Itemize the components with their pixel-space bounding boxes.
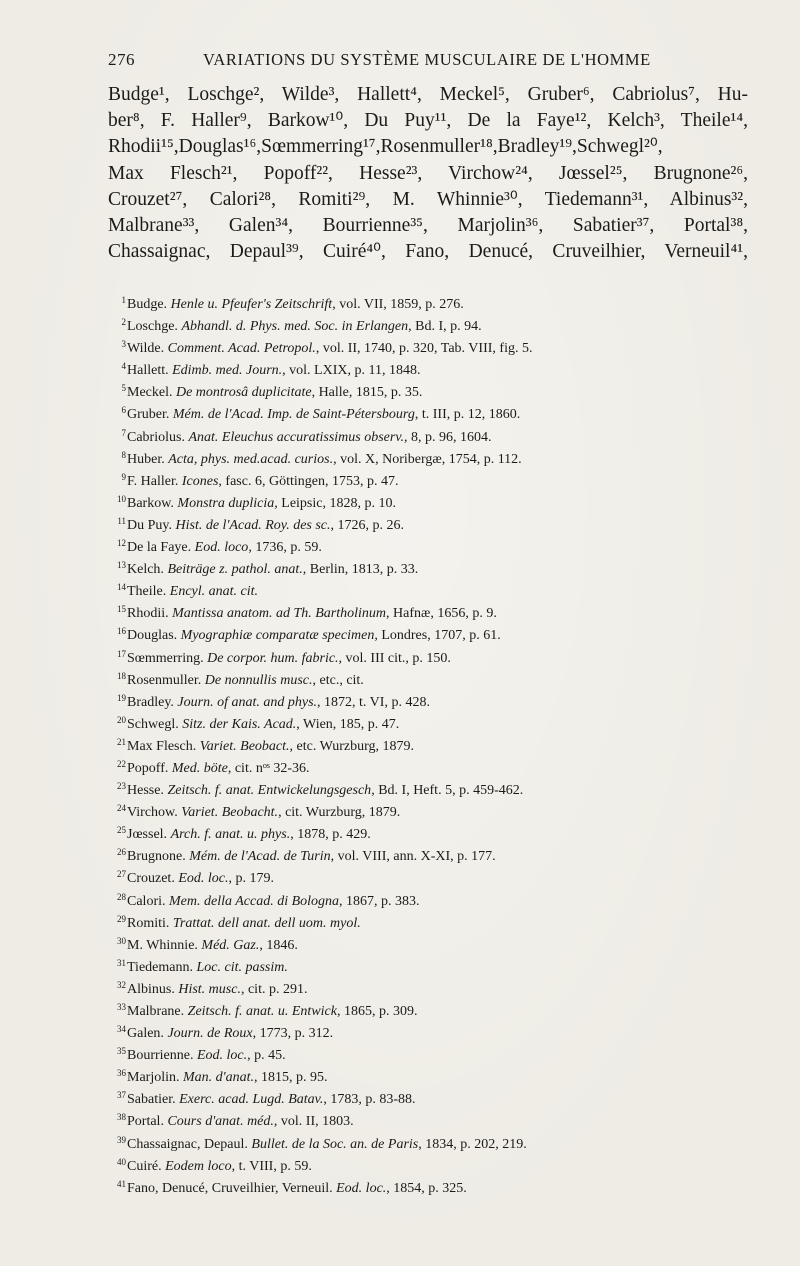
footnote-number: 21: [117, 736, 126, 747]
footnote-source-title: Mantissa anatom. ad Th. Bartholinum: [172, 606, 387, 621]
footnote-source-title: Monstra duplicia: [177, 495, 275, 510]
footnote-number: 16: [117, 626, 126, 637]
footnote-source-title: Zeitsch. f. anat. Entwickelungsgesch: [167, 783, 372, 798]
footnote-number: 24: [117, 803, 126, 814]
footnote-citation-details: , vol. VII, 1859, p. 276.: [332, 297, 464, 312]
footnote-number: 29: [117, 913, 126, 924]
running-title: VARIATIONS DU SYSTÈME MUSCULAIRE DE L'HOMME: [203, 50, 651, 69]
footnote-source-title: Bullet. de la Soc. an. de Paris: [251, 1136, 419, 1151]
footnote-author: Virchow.: [127, 805, 178, 820]
text-line: Chassaignac, Depaul³⁹, Cuiré⁴⁰, Fano, Denucé, Cruveilhier, Verneuil⁴¹,: [108, 241, 748, 263]
footnote-citation-details: , 1815, p. 95.: [254, 1070, 328, 1085]
footnote-author: Gruber.: [127, 407, 170, 422]
footnote-author: Albinus.: [127, 981, 175, 996]
footnote-source-title: Eod. loc.: [196, 1048, 248, 1063]
footnote-number: 7: [121, 427, 126, 438]
footnote-source-title: Acta, phys. med.acad. curios.: [168, 451, 334, 466]
footnote-number: 9: [121, 471, 126, 482]
footnote-source-title: Myographiæ comparatæ specimen: [180, 628, 375, 643]
footnote-source-title: Arch. f. anat. u. phys.: [170, 827, 291, 842]
footnote: [110, 311, 750, 333]
footnote: [110, 819, 750, 841]
footnote-source-title: Man. d'anat.: [183, 1070, 255, 1085]
footnote-citation-details: , vol. II, 1740, p. 320, Tab. VIII, fig. 5.: [315, 341, 533, 356]
footnote-number: 11: [117, 515, 126, 526]
footnote-citation-details: , t. VIII, p. 59.: [231, 1158, 312, 1173]
footnote-citation-details: , vol. LXIX, p. 11, 1848.: [282, 363, 421, 378]
footnote-number: 25: [117, 825, 126, 836]
footnote: [110, 863, 750, 885]
footnote-citation-details: , cit. Wurzburg, 1879.: [278, 805, 401, 820]
footnote: [110, 709, 750, 731]
footnote-number: 15: [117, 604, 126, 615]
footnote: [110, 598, 750, 620]
footnote: [110, 908, 750, 930]
text-line: Budge¹, Loschge², Wilde³, Hallett⁴, Meckel⁵, Gruber⁶, Cabriolus⁷, Hu-: [108, 84, 748, 105]
footnote-number: 5: [121, 383, 126, 394]
footnote-source-title: Variet. Beobact.: [199, 738, 290, 753]
footnote-source-title: Henle u. Pfeufer's Zeitschrift: [170, 297, 333, 312]
footnote-author: Fano, Denucé, Cruveilhier, Verneuil.: [127, 1180, 333, 1195]
footnote: [110, 576, 750, 598]
footnote-source-title: De montrosâ duplicitate: [175, 385, 312, 400]
footnote-source-title: Zeitsch. f. anat. u. Entwick: [187, 1004, 337, 1019]
footnote-author: Chassaignac, Depaul.: [127, 1136, 248, 1151]
footnote-number: 31: [117, 957, 126, 968]
footnote-number: 23: [117, 781, 126, 792]
footnote-author: Sœmmerring.: [127, 650, 204, 665]
footnote: [110, 731, 750, 753]
footnote-citation-details: , fasc. 6, Göttingen, 1753, p. 47.: [218, 473, 399, 488]
footnote-number: 8: [121, 449, 126, 460]
footnotes: [110, 289, 750, 1195]
footnote-source-title: Mém. de l'Acad. Imp. de Saint-Pétersbourg: [172, 407, 415, 422]
footnote-citation-details: , 1846.: [259, 937, 298, 952]
footnote-author: M. Whinnie.: [127, 937, 198, 952]
footnote-citation-details: , vol. VIII, ann. X-XI, p. 177.: [330, 849, 496, 864]
page-header: [108, 48, 748, 70]
footnote-number: 10: [117, 493, 126, 504]
footnote-citation-details: , t. III, p. 12, 1860.: [414, 407, 521, 422]
footnote-citation-details: , Bd. I, p. 94.: [408, 319, 482, 334]
footnote-citation-details: , 1854, p. 325.: [386, 1180, 467, 1195]
footnote-author: Huber.: [127, 451, 165, 466]
footnote: [110, 1062, 750, 1084]
footnote-author: Brugnone.: [127, 849, 186, 864]
footnote-author: Calori.: [127, 893, 166, 908]
text-line: Malbrane³³, Galen³⁴, Bourrienne³⁵, Marjolin³⁶, Sabatier³⁷, Portal³⁸,: [108, 214, 748, 236]
footnote-author: Portal.: [127, 1114, 164, 1129]
author-list-paragraph: [108, 82, 748, 265]
footnote-citation-details: , vol. X, Noribergæ, 1754, p. 112.: [333, 451, 522, 466]
footnote-number: 13: [117, 560, 126, 571]
footnote: [110, 554, 750, 576]
footnote: [110, 1084, 750, 1106]
footnote-source-title: Cours d'anat. méd.: [167, 1114, 274, 1129]
text-line: Rhodii¹⁵,Douglas¹⁶,Sœmmerring¹⁷,Rosenmuller¹⁸,Bradley¹⁹,Schwegl²⁰,: [108, 136, 663, 158]
footnote-author: Max Flesch.: [127, 738, 197, 753]
footnote-citation-details: , 1834, p. 202, 219.: [418, 1136, 527, 1151]
footnote: [110, 687, 750, 709]
footnote-source-title: Edimb. med. Journ.: [172, 363, 283, 378]
footnote-source-title: Eodem loco: [165, 1158, 232, 1173]
footnote-citation-details: , 1872, t. VI, p. 428.: [317, 694, 430, 709]
footnote-citation-details: , Bd. I, Heft. 5, p. 459-462.: [371, 783, 524, 798]
footnote-author: Romiti.: [127, 915, 170, 930]
footnote: [110, 974, 750, 996]
footnote: [110, 996, 750, 1018]
footnote-number: 1: [121, 295, 126, 305]
text-line: Crouzet²⁷, Calori²⁸, Romiti²⁹, M. Whinnie³⁰, Tiedemann³¹, Albinus³²,: [108, 188, 748, 210]
footnote-source-title: Mem. della Accad. di Bologna: [169, 893, 340, 908]
footnote-citation-details: , cit. nᵒˢ 32-36.: [227, 760, 310, 776]
footnote-source-title: Journ. de Roux: [167, 1026, 253, 1041]
footnote-source-title: Méd. Gaz.: [201, 937, 260, 952]
footnote-citation-details: , Londres, 1707, p. 61.: [374, 628, 501, 643]
text-line: Max Flesch²¹, Popoff²², Hesse²³, Virchow²⁴, Jœssel²⁵, Brugnone²⁶,: [108, 162, 748, 184]
footnote-source-title: Sitz. der Kais. Acad.: [182, 716, 297, 731]
footnote-citation-details: , Berlin, 1813, p. 33.: [302, 562, 419, 577]
footnote-number: 39: [117, 1134, 126, 1145]
footnote: [110, 841, 750, 863]
footnote-author: Cuiré.: [127, 1158, 162, 1173]
footnote-citation-details: , Leipsic, 1828, p. 10.: [274, 495, 396, 510]
footnote-number: 4: [121, 361, 126, 372]
footnote-citation-details: , etc., cit.: [312, 672, 364, 687]
footnote-citation-details: , 8, p. 96, 1604.: [404, 429, 492, 444]
footnote-number: 2: [121, 317, 126, 328]
footnote-source-title: Journ. of anat. and phys.: [177, 694, 318, 709]
footnote: [110, 775, 750, 797]
footnote-author: Loschge.: [127, 319, 178, 334]
footnote: [110, 1151, 750, 1173]
footnote-citation-details: , Hafnæ, 1656, p. 9.: [386, 606, 497, 621]
footnote-number: 6: [121, 405, 126, 416]
footnote-citation-details: , vol. III cit., p. 150.: [338, 650, 451, 665]
footnote-source-title: De nonnullis musc.: [204, 672, 313, 687]
footnote-source-title: Hist. musc.: [178, 981, 241, 996]
footnote-citation-details: , vol. II, 1803.: [273, 1114, 354, 1129]
footnote-source-title: Abhandl. d. Phys. med. Soc. in Erlangen: [181, 319, 409, 334]
footnote-source-title: Mém. de l'Acad. de Turin: [189, 849, 331, 864]
footnote-source-title: Eod. loc.: [178, 871, 229, 886]
footnote-citation-details: , 1878, p. 429.: [290, 827, 371, 842]
footnote-author: Malbrane.: [127, 1004, 185, 1019]
footnote-source-title: Hist. de l'Acad. Roy. des sc.: [175, 517, 331, 533]
footnote-citation-details: , p. 45.: [247, 1048, 286, 1063]
footnote-source-title: Exerc. acad. Lugd. Batav.: [179, 1092, 324, 1107]
footnote-source-title: Anat. Eleuchus accuratissimus observ.: [188, 429, 404, 444]
footnote-author: Hesse.: [127, 783, 164, 798]
footnote-citation-details: , 1726, p. 26.: [330, 517, 405, 533]
footnote-author: Schwegl.: [127, 716, 179, 731]
footnote-author: Du Puy.: [127, 517, 172, 533]
footnote-number: 40: [117, 1156, 126, 1167]
footnote-source-title: Comment. Acad. Petropol.: [167, 341, 316, 356]
footnote: [110, 399, 750, 421]
footnote-author: Barkow.: [127, 495, 174, 510]
footnote-author: Marjolin.: [127, 1070, 180, 1085]
footnote-number: 3: [121, 339, 126, 350]
footnote: [110, 620, 750, 642]
footnote-author: Cabriolus.: [127, 429, 185, 444]
footnote-author: Galen.: [127, 1026, 164, 1041]
footnote-author: Wilde.: [127, 341, 165, 356]
footnote: [110, 1018, 750, 1040]
footnote-source-title: Eod. loco: [194, 540, 249, 555]
footnote-citation-details: , 1773, p. 312.: [252, 1026, 334, 1041]
footnote: [110, 333, 750, 355]
footnote-author: Bourrienne.: [127, 1048, 194, 1063]
footnote-source-title: Beiträge z. pathol. anat.: [167, 562, 303, 577]
footnote-author: Jœssel.: [127, 827, 168, 842]
footnote: [110, 532, 750, 554]
footnote-author: Crouzet.: [127, 871, 175, 886]
footnote-citation-details: , Wien, 185, p. 47.: [296, 716, 400, 731]
footnote: [110, 1106, 750, 1128]
footnote-author: Meckel.: [127, 385, 173, 400]
footnote-number: 18: [117, 670, 126, 681]
footnote: [110, 510, 750, 532]
footnote: [110, 488, 750, 510]
footnote-citation-details: , 1783, p. 83-88.: [323, 1092, 416, 1107]
footnote-source-title: Variet. Beobacht.: [181, 805, 279, 820]
footnote-author: Kelch.: [127, 562, 164, 577]
footnote-source-title: Trattat. dell anat. dell uom. myol.: [172, 915, 361, 930]
footnote-number: 14: [117, 582, 126, 593]
text-line: ber⁸, F. Haller⁹, Barkow¹⁰, Du Puy¹¹, De la Faye¹², Kelch³, Theile¹⁴,: [108, 110, 748, 132]
footnote-author: Rhodii.: [127, 606, 169, 621]
footnote: [110, 1173, 750, 1195]
footnote-citation-details: , etc. Wurzburg, 1879.: [289, 738, 415, 753]
footnote-author: Bradley.: [127, 694, 174, 709]
footnote-author: Tiedemann.: [127, 959, 193, 974]
footnote-author: F. Haller.: [127, 473, 179, 488]
footnote-source-title: Icones: [181, 473, 219, 488]
footnote: [110, 643, 750, 665]
footnote-author: Sabatier.: [127, 1092, 176, 1107]
footnote-source-title: Encyl. anat. cit.: [169, 584, 259, 599]
footnote-number: 36: [117, 1068, 126, 1079]
footnote-author: Popoff.: [127, 760, 169, 776]
footnote-number: 34: [117, 1024, 126, 1035]
footnote: [110, 1040, 750, 1062]
footnote-citation-details: , p. 179.: [228, 871, 274, 886]
footnote-citation-details: , Halle, 1815, p. 35.: [311, 385, 423, 400]
footnote: [110, 665, 750, 687]
page-number: 276: [108, 50, 135, 69]
footnote-source-title: Loc. cit. passim.: [196, 959, 288, 974]
footnote-author: Hallett.: [127, 363, 169, 378]
footnote-citation-details: , 1867, p. 383.: [339, 893, 420, 908]
footnote: [110, 797, 750, 819]
footnote-source-title: Med. böte: [171, 760, 228, 776]
footnote: [110, 753, 750, 775]
footnote: [110, 930, 750, 952]
footnote-number: 27: [117, 869, 126, 880]
footnote-number: 41: [117, 1178, 126, 1189]
footnote: [110, 886, 750, 908]
footnote: [110, 1129, 750, 1151]
footnote-number: 38: [117, 1112, 126, 1123]
footnote: [110, 952, 750, 974]
footnote-number: 22: [117, 758, 126, 769]
footnote: [110, 444, 750, 466]
footnote-number: 30: [117, 935, 126, 946]
footnote-number: 12: [117, 538, 126, 549]
footnote: [110, 289, 750, 311]
footnote: [110, 422, 750, 444]
footnote-number: 28: [117, 891, 126, 902]
footnote-citation-details: , cit. p. 291.: [240, 981, 308, 996]
footnote-number: 33: [117, 1002, 126, 1012]
footnote-source-title: De corpor. hum. fabric.: [207, 650, 339, 665]
footnote: [110, 355, 750, 377]
footnote: [110, 377, 750, 399]
footnote-number: 37: [117, 1090, 126, 1101]
footnote-source-title: Eod. loc.: [336, 1180, 387, 1195]
footnote-author: Budge.: [127, 297, 168, 312]
footnote-number: 17: [117, 648, 126, 659]
footnote-citation-details: , 1736, p. 59.: [248, 540, 322, 555]
footnote-number: 20: [117, 714, 126, 725]
footnote-author: Douglas.: [127, 628, 178, 643]
footnote-number: 26: [117, 847, 126, 858]
footnote-author: De la Faye.: [127, 540, 192, 555]
footnote: [110, 466, 750, 488]
footnote-number: 19: [117, 692, 126, 703]
footnote-number: 35: [117, 1046, 126, 1057]
footnote-number: 32: [117, 979, 126, 990]
footnote-citation-details: , 1865, p. 309.: [336, 1004, 418, 1019]
footnote-author: Rosenmuller.: [127, 672, 202, 687]
footnote-author: Theile.: [127, 584, 167, 599]
